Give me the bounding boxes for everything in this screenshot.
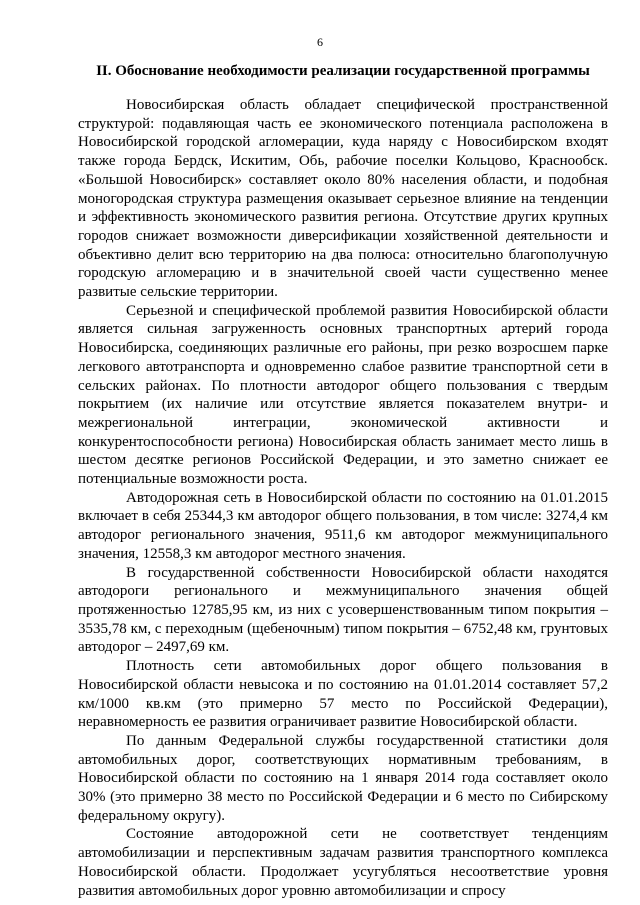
paragraph: Новосибирская область обладает специфической пространственной структурой: подавляющая часть ее экономического потенциала расположена в Новосибирской городской агломерации, куда наряду с Новосибирском входят также города Бердск, Искитим, Обь, рабочие поселки Кольцово, Краснообск. «Большой Новосибирск» составляет около 80% населения области, и подобная моногородская структура размещения оказывает серьезное влияние на тенденции и эффективность экономического развития региона. Отсутствие других крупных городов снижает возможности диверсификации хозяйственной деятельности и объективно делит всю территорию на два полюса: относительно благополучную городскую агломерацию и в значительной своей части существенно менее развитые сельские территории. [78,97,608,301]
paragraph: Серьезной и специфической проблемой развития Новосибирской области является сильная загруженность основных транспортных артерий города Новосибирска, соединяющих различные его районы, при резко возросшем парке легкового автотранспорта и одновременно слабое развитие транспортной сети в сельских районах. По плотности автодорог общего пользования с твердым покрытием (их наличие или отсутствие является показателем внутри- и межрегиональной интеграции, экономической активности и конкурентоспособности региона) Новосибирская область занимает место лишь в шестом десятке регионов Российской Федерации, и это заметно снижает ее потенциальные возможности роста. [78,302,608,488]
paragraph: Состояние автодорожной сети не соответствует тенденциям автомобилизации и перспективным задачам развития транспортного комплекса Новосибирской области. Продолжает усугубляться несоответствие уровня развития автомобильных дорог уровню автомобилизации и спросу [78,826,608,899]
body-text [78,96,608,900]
paragraph: В государственной собственности Новосибирской области находятся автодороги регионального и межмуниципального значения общей протяженностью 12785,95 км, из них с усовершенствованным типом покрытия – 3535,78 км, с переходным (щебеночным) типом покрытия – 6752,48 км, грунтовых автодорог – 2497,69 км. [78,564,608,656]
paragraph: Автодорожная сеть в Новосибирской области по состоянию на 01.01.2015 включает в себя 25344,3 км автодорог общего пользования, в том числе: 3274,4 км автодорог регионального значения, 9511,6 км автодорог межмуниципального значения, 12558,3 км автодорог местного значения. [78,489,608,562]
section-heading: II. Обоснование необходимости реализации государственной программы [96,63,590,79]
page-number: 6 [317,35,323,49]
paragraph: По данным Федеральной службы государственной статистики доля автомобильных дорог, соответствующих нормативным требованиям, в Новосибирской области по состоянию на 1 января 2014 года составляет около 30% (это примерно 38 место по Российской Федерации и 6 место по Сибирскому федеральному округу). [78,732,608,824]
paragraph: Плотность сети автомобильных дорог общего пользования в Новосибирской области невысока и по состоянию на 01.01.2014 составляет 57,2 км/1000 кв.км (это примерно 57 место по Российской Федерации), неравномерность ее развития ограничивает развитие Новосибирской области. [78,658,608,731]
